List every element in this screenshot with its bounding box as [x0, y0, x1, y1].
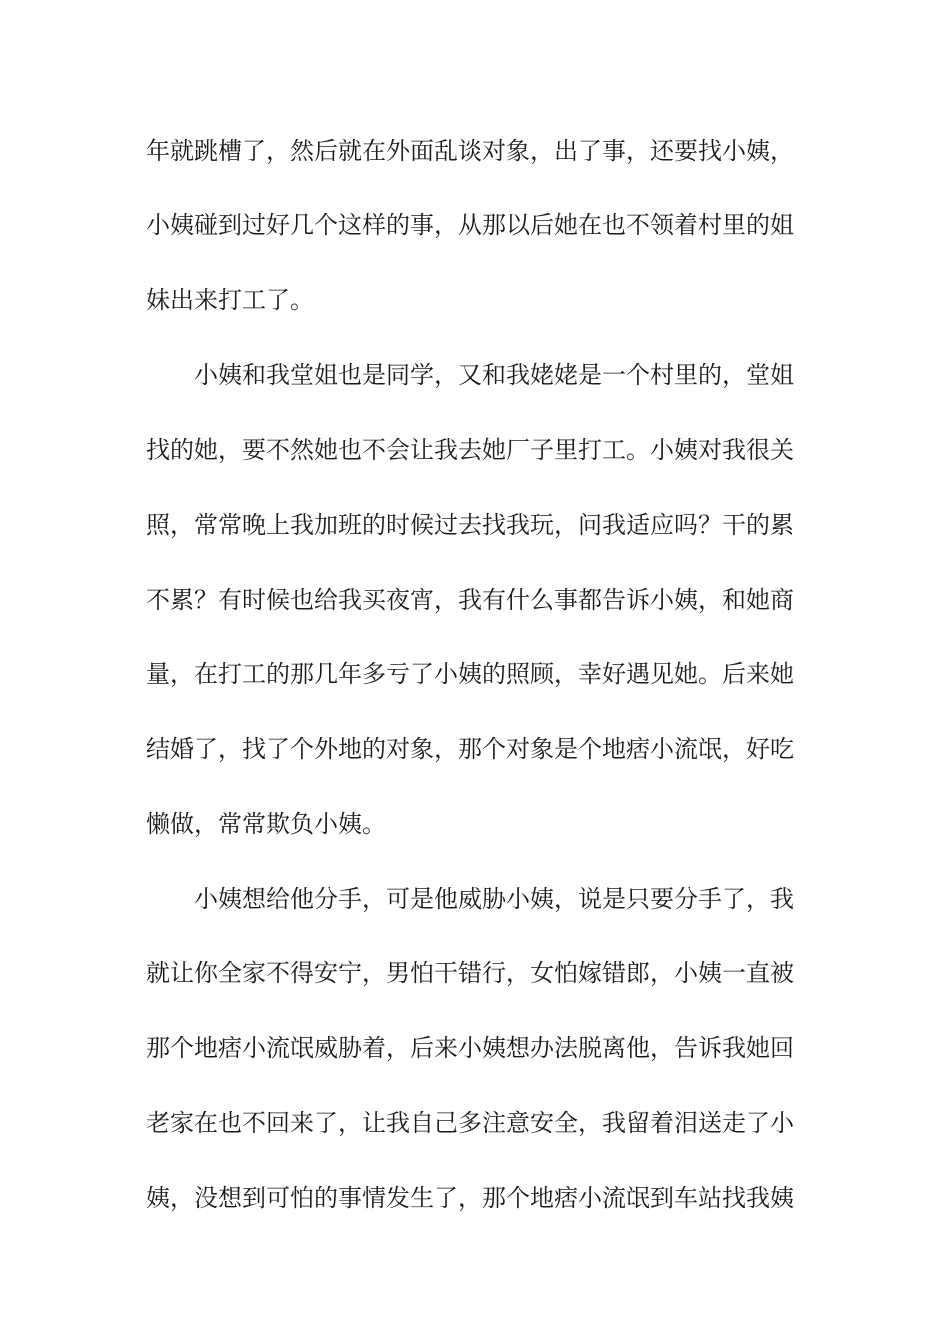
text-line: 就让你全家不得安宁，男怕干错行，女怕嫁错郎，小姨一直被 — [146, 959, 794, 987]
text-line: 量，在打工的那几年多亏了小姨的照顾，幸好遇见她。后来她 — [146, 660, 794, 688]
text-line: 照，常常晚上我加班的时候过去找我玩，问我适应吗？干的累 — [146, 511, 794, 539]
text-line: 那个地痞小流氓威胁着，后来小姨想办法脱离他，告诉我她回 — [146, 1034, 794, 1062]
text-line: 妹出来打工了。 — [146, 286, 314, 314]
paragraph-first-line: 小姨想给他分手，可是他威胁小姨，说是只要分手了，我 — [194, 885, 794, 913]
text-line: 年就跳槽了，然后就在外面乱谈对象，出了事，还要找小姨， — [146, 137, 794, 165]
text-line: 不累？有时候也给我买夜宵，我有什么事都告诉小姨，和她商 — [146, 586, 794, 614]
text-line: 找的她，要不然她也不会让我去她厂子里打工。小姨对我很关 — [146, 436, 794, 464]
paragraph-first-line: 小姨和我堂姐也是同学，又和我姥姥是一个村里的，堂姐 — [194, 361, 794, 389]
text-line: 懒做，常常欺负小姨。 — [146, 810, 386, 838]
text-line: 小姨碰到过好几个这样的事，从那以后她在也不领着村里的姐 — [146, 211, 794, 239]
text-line: 结婚了，找了个外地的对象，那个对象是个地痞小流氓，好吃 — [146, 735, 794, 763]
text-line: 姨，没想到可怕的事情发生了，那个地痞小流氓到车站找我姨 — [146, 1184, 794, 1212]
text-line: 老家在也不回来了，让我自己多注意安全，我留着泪送走了小 — [146, 1109, 794, 1137]
